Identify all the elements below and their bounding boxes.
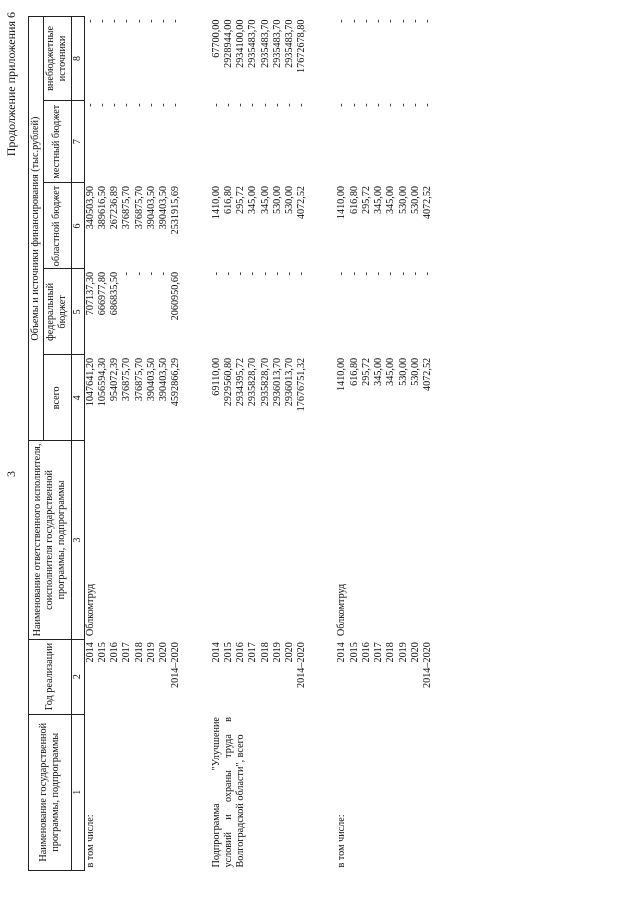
column-number: 1 — [71, 714, 84, 870]
executor-cell — [211, 441, 309, 639]
program-name-cell: в том числе: — [84, 814, 96, 868]
extrabudget-cell: 67700,00 2928944,00 2934100,00 2935483,70 2935483,70 2935483,70 2935483,70 17672678,80 — [210, 19, 308, 73]
executor-cell: Облкомтруд — [336, 583, 348, 637]
federal-cell: - - - - - - - - — [210, 271, 308, 276]
column-number: 4 — [71, 355, 84, 441]
financing-table — [28, 16, 434, 871]
header-year: Год реализации — [29, 639, 72, 714]
page-number: 3 — [4, 471, 18, 477]
total-cell: 1047641,20 1056594,30 954072,39 376875,70 376875,70 390403,50 390403,50 4592866,29 — [84, 357, 182, 407]
row-spacer — [183, 17, 211, 871]
header-regional: областной бюджет — [44, 183, 71, 269]
header-federal: федеральный бюджет — [44, 269, 71, 355]
continuation-label: Продолжение приложения 6 — [4, 12, 18, 157]
program-name-cell: Подпрограмма "Улучшение условий и охраны труда в Волгоградской области", всего — [210, 717, 247, 868]
local-cell: - - - - - - - - — [210, 103, 308, 107]
header-local: местный бюджет — [44, 100, 71, 183]
total-cell: 1410,00 616,80 295,72 345,00 345,00 530,00 530,00 4072,52 — [336, 357, 434, 391]
column-number: 6 — [71, 183, 84, 269]
local-cell: - - - - - - - - — [336, 103, 434, 107]
table-row — [336, 17, 434, 871]
year-cell: 2014 2015 2016 2017 2018 2019 2020 2014–2020 — [84, 642, 182, 688]
regional-cell: 1410,00 616,80 295,72 345,00 345,00 530,00 530,00 4072,52 — [210, 185, 308, 220]
regional-cell: 1410,00 616,80 295,72 345,00 345,00 530,00 530,00 4072,52 — [336, 185, 434, 220]
year-cell: 2014 2015 2016 2017 2018 2019 2020 2014–2020 — [210, 642, 308, 688]
regional-cell: 340503,90 389616,50 267236,89 376875,70 376875,70 390403,50 390403,50 2531915,69 — [84, 185, 182, 235]
program-name-cell: в том числе: — [336, 814, 348, 868]
header-executor: Наименование ответственного исполнителя, соисполнителя государственной программы, подпрограммы — [29, 441, 72, 639]
extrabudget-cell: - - - - - - - - — [84, 19, 182, 23]
column-number: 7 — [71, 100, 84, 183]
local-cell: - - - - - - - - — [84, 103, 182, 107]
header-total: всего — [44, 355, 71, 441]
column-number: 2 — [71, 639, 84, 714]
header-funding-group: Объемы и источники финансирования (тыс.рублей) — [29, 17, 44, 441]
year-cell: 2014 2015 2016 2017 2018 2019 2020 2014–2020 — [336, 642, 434, 688]
total-cell: 69110,00 2929560,80 2934395,72 2935828,70 2935828,70 2936013,70 2936013,70 17676751,32 — [210, 357, 308, 412]
extrabudget-cell: - - - - - - - - — [336, 19, 434, 23]
table-row — [84, 17, 182, 871]
executor-cell: Облкомтруд — [84, 583, 96, 637]
table-row — [211, 17, 309, 871]
column-number: 3 — [71, 441, 84, 639]
federal-cell: - - - - - - - - — [336, 271, 434, 276]
row-spacer — [308, 17, 336, 871]
federal-cell: 707137,30 666977,80 686835,50 - - - - 2060950,60 — [84, 271, 182, 321]
header-program-name: Наименование государственной программы, подпрограммы — [29, 714, 72, 870]
column-number: 8 — [71, 17, 84, 101]
header-extrabudget: внебюджетные источники — [44, 17, 71, 101]
column-number: 5 — [71, 269, 84, 355]
